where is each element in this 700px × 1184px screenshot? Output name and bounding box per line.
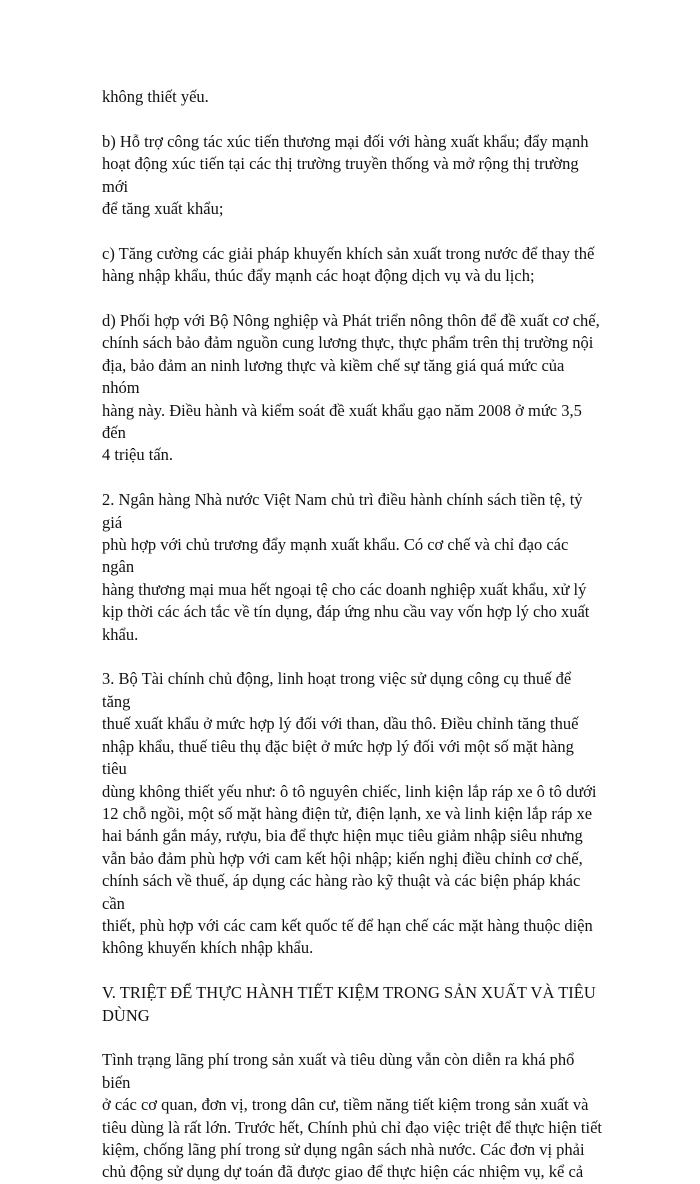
paragraph-continuation: không thiết yếu. [102,87,209,106]
paragraph-item-b: b) Hỗ trợ công tác xúc tiến thương mại đối với hàng xuất khẩu; đẩy mạnh hoạt động xúc tiến tại các thị trường truyền thống và mở rộng thị trường mới để tăng xuất khẩu; [102,131,589,219]
paragraph-section-3: 3. Bộ Tài chính chủ động, linh hoạt trong việc sử dụng công cụ thuế để tăng thuế xuất khẩu ở mức hợp lý đối với than, dầu thô. Điều chỉnh tăng thuế nhập khẩu, thuế tiêu thụ đặc biệt ở mức hợp lý đối với một số mặt hàng tiêu dùng không thiết yếu như: ô tô nguyên chiếc, linh kiện lắp ráp xe ô tô dưới 12 chỗ ngồi, một số mặt hàng điện tử, điện lạnh, xe và linh kiện lắp ráp xe hai bánh gắn máy, rượu, bia để thực hiện mục tiêu giảm nhập siêu nhưng vẫn bảo đảm phù hợp với cam kết hội nhập; kiến nghị điều chỉnh cơ chế, chính sách về thuế, áp dụng các hàng rào kỹ thuật và các biện pháp khác cần thiết, phù hợp với các cam kết quốc tế để hạn chế các mặt hàng thuộc diện không khuyến khích nhập khẩu. [102,669,597,958]
document-body [102,86,602,1184]
paragraph-item-d: d) Phối hợp với Bộ Nông nghiệp và Phát triển nông thôn để đề xuất cơ chế, chính sách bảo đảm nguồn cung lương thực, thực phẩm trên thị trường nội địa, bảo đảm an ninh lương thực và kiềm chế sự tăng giá quá mức của nhóm hàng này. Điều hành và kiểm soát đề xuất khẩu gạo năm 2008 ở mức 3,5 đến 4 triệu tấn. [102,311,600,465]
section-heading-v: V. TRIỆT ĐỂ THỰC HÀNH TIẾT KIỆM TRONG SẢN XUẤT VÀ TIÊU DÙNG [102,983,596,1025]
paragraph-item-c: c) Tăng cường các giải pháp khuyến khích sản xuất trong nước để thay thế hàng nhập khẩu, thúc đẩy mạnh các hoạt động dịch vụ và du lịch; [102,243,595,286]
paragraph-section-v-body: Tình trạng lãng phí trong sản xuất và tiêu dùng vẫn còn diễn ra khá phổ biến ở các cơ quan, đơn vị, trong dân cư, tiềm năng tiết kiệm trong sản xuất và tiêu dùng là rất lớn. Trước hết, Chính phủ chỉ đạo việc triệt để thực hiện tiết kiệm, chống lãng phí trong sử dụng ngân sách nhà nước. Các đơn vị phải chủ động sử dụng dự toán đã được giao để thực hiện các nhiệm vụ, kể cả [102,1050,602,1182]
paragraph-section-2: 2. Ngân hàng Nhà nước Việt Nam chủ trì điều hành chính sách tiền tệ, tỷ giá phù hợp với chủ trương đẩy mạnh xuất khẩu. Có cơ chế và chỉ đạo các ngân hàng thương mại mua hết ngoại tệ cho các doanh nghiệp xuất khẩu, xử lý kịp thời các ách tắc về tín dụng, đáp ứng nhu cầu vay vốn hợp lý cho xuất khẩu. [102,490,590,644]
